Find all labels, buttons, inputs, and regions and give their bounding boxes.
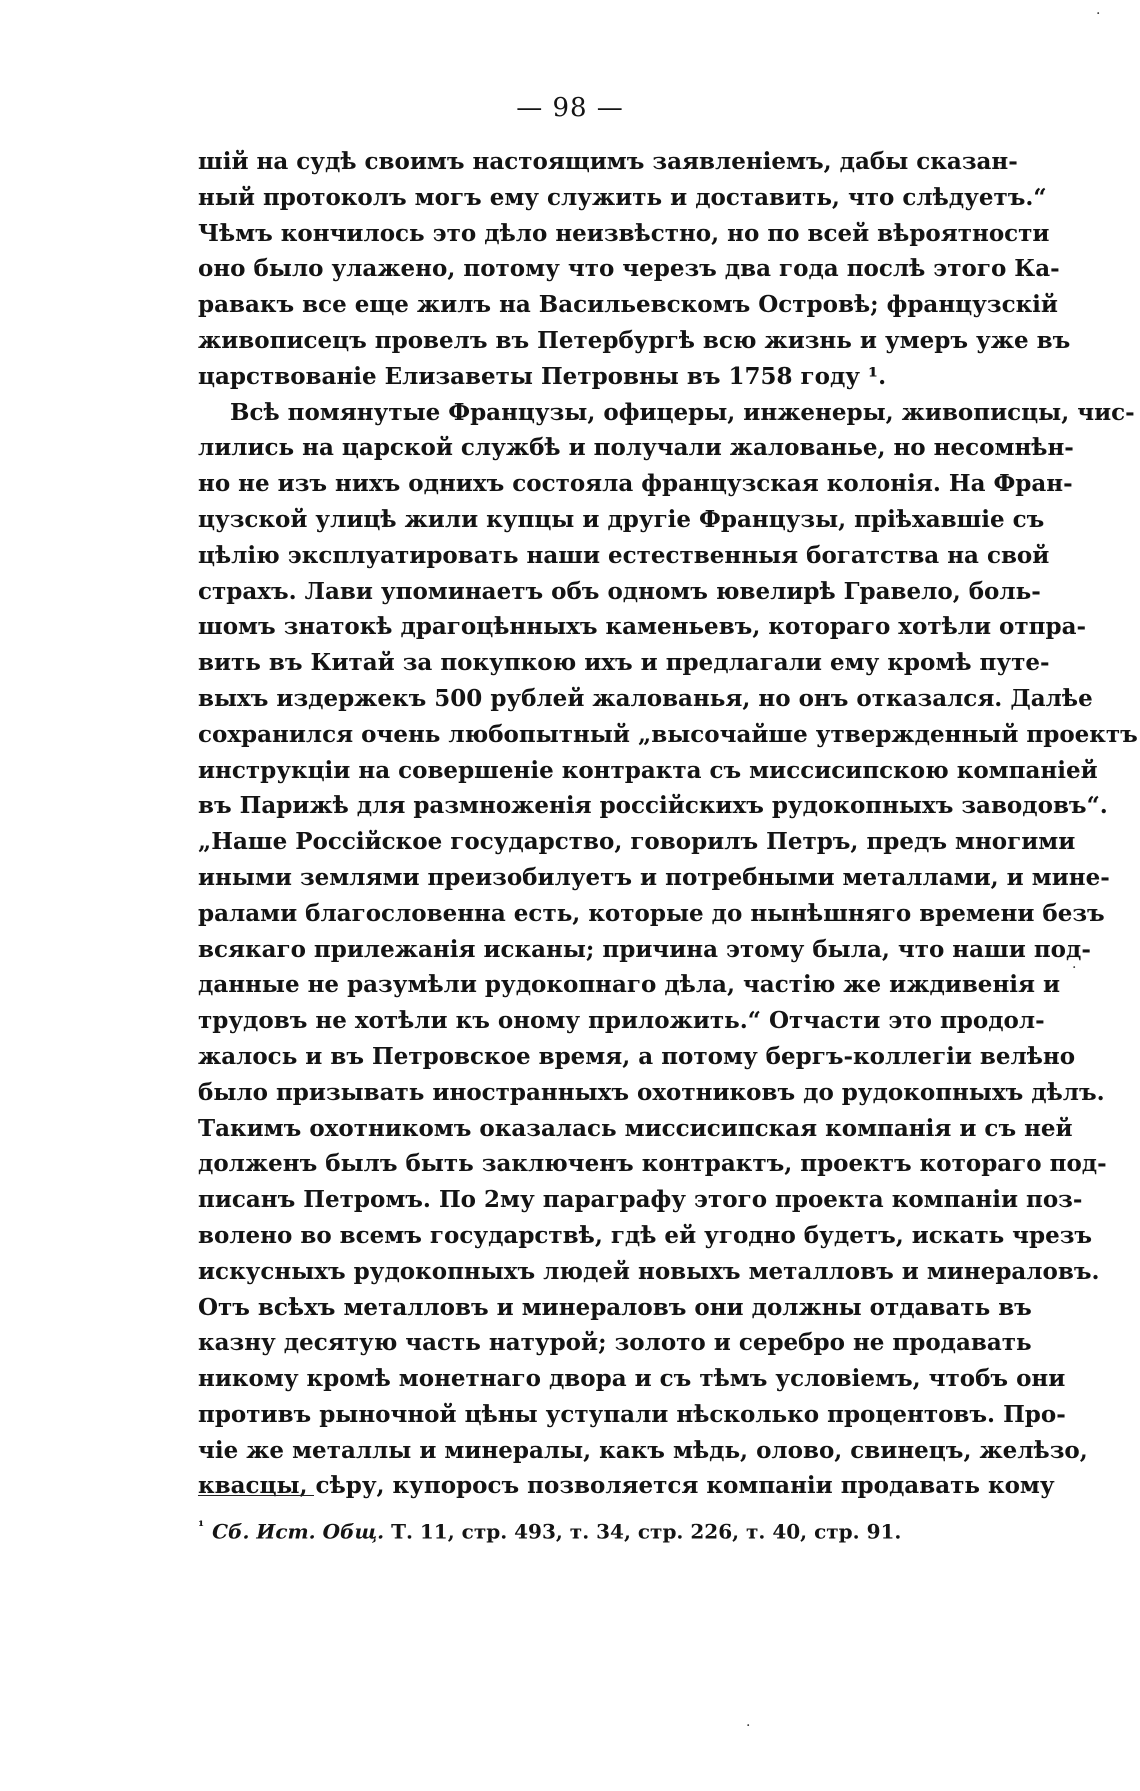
- text-line: волено во всемъ государствѣ, гдѣ ей угодно будетъ, искать чрезъ: [198, 1221, 1093, 1249]
- text-line: выхъ издержекъ 500 рублей жалованья, но онъ отказался. Далѣе: [198, 684, 1093, 712]
- text-line: равакъ все еще жилъ на Васильевскомъ Островѣ; французскій: [198, 291, 1058, 319]
- footnote-source: Сб. Ист. Общ.: [212, 1519, 385, 1544]
- text-line: жалось и въ Петровское время, а потому бергъ-коллегіи велѣно: [198, 1042, 1076, 1070]
- text-line: Чѣмъ кончилось это дѣло неизвѣстно, но по всей вѣроятности: [198, 219, 1050, 247]
- text-line: было призывать иностранныхъ охотниковъ до рудокопныхъ дѣлъ.: [198, 1078, 1105, 1106]
- text-line: писанъ Петромъ. По 2му параграфу этого проекта компаніи поз-: [198, 1186, 1083, 1214]
- text-line: цузской улицѣ жили купцы и другіе Французы, пріѣхавшіе съ: [198, 505, 1045, 533]
- text-line: шомъ знатокѣ драгоцѣнныхъ каменьевъ, котораго хотѣли отпра-: [198, 613, 1087, 641]
- page-number: — 98 —: [516, 93, 624, 123]
- scan-speck: ·: [1096, 6, 1101, 22]
- text-line: шій на судѣ своимъ настоящимъ заявленіемъ, дабы сказан-: [198, 148, 1018, 175]
- text-line: „Наше Россійское государство, говорилъ Петръ, предъ многими: [198, 828, 1076, 856]
- footnote-divider: [198, 1495, 314, 1496]
- text-line: трудовъ не хотѣли къ оному приложить.“ Отчасти это продол-: [198, 1007, 1045, 1035]
- text-line: инструкціи на совершеніе контракта съ миссисипскою компаніей: [198, 756, 1098, 784]
- text-line: оно было улажено, потому что черезъ два года послѣ этого Ка-: [198, 255, 1060, 283]
- scan-speck: ·: [746, 1718, 751, 1734]
- text-line: страхъ. Лави упоминаетъ объ одномъ ювелирѣ Гравело, боль-: [198, 577, 1041, 605]
- text-line: царствованіе Елизаветы Петровны въ 1758 году ¹.: [198, 362, 887, 390]
- text-line: но не изъ нихъ однихъ состояла французская колонія. На Фран-: [198, 470, 1073, 498]
- text-line: чіе же металлы и минералы, какъ мѣдь, олово, свинецъ, желѣзо,: [198, 1436, 1088, 1464]
- text-line: никому кромѣ монетнаго двора и съ тѣмъ условіемъ, чтобъ они: [198, 1365, 1066, 1393]
- text-line: вить въ Китай за покупкою ихъ и предлагали ему кромѣ путе-: [198, 649, 1050, 677]
- text-line: ный протоколъ могъ ему служить и доставить, что слѣдуетъ.“: [198, 183, 1047, 211]
- text-line: Такимъ охотникомъ оказалась миссисипская компанія и съ ней: [198, 1114, 1073, 1142]
- text-line: цѣлію эксплуатировать наши естественныя богатства на свой: [198, 541, 1050, 569]
- text-line: противъ рыночной цѣны уступали нѣсколько процентовъ. Про-: [198, 1400, 1066, 1428]
- text-line: данные не разумѣли рудокопнаго дѣла, частію же иждивенія и: [198, 971, 1061, 999]
- text-line: живописецъ провелъ въ Петербургѣ всю жизнь и умеръ уже въ: [198, 326, 1071, 354]
- text-line: иными землями преизобилуетъ и потребными металлами, и мине-: [198, 863, 1110, 891]
- text-line: сохранился очень любопытный „высочайше утвержденный проектъ: [198, 720, 1138, 748]
- footnote-marker: ¹: [198, 1519, 205, 1535]
- footnote-text: Т. 11, стр. 493, т. 34, стр. 226, т. 40, стр. 91.: [391, 1519, 902, 1544]
- scan-speck: ·: [1072, 960, 1077, 976]
- text-line: искусныхъ рудокопныхъ людей новыхъ металловъ и минераловъ.: [198, 1257, 1100, 1285]
- text-line: долженъ былъ быть заключенъ контрактъ, проектъ котораго под-: [198, 1150, 1107, 1178]
- text-line: всякаго прилежанія исканы; причина этому была, что наши под-: [198, 935, 1091, 963]
- text-line: ралами благословенна есть, которые до нынѣшняго времени безъ: [198, 899, 1105, 927]
- text-line: Всѣ помянутые Французы, офицеры, инженеры, живописцы, чис-: [230, 398, 1135, 426]
- text-line: въ Парижѣ для размноженія россійскихъ рудокопныхъ заводовъ“.: [198, 792, 1108, 820]
- text-line: квасцы, сѣру, купоросъ позволяется компаніи продавать кому: [198, 1472, 1055, 1500]
- text-line: казну десятую часть натурой; золото и серебро не продавать: [198, 1329, 1032, 1357]
- body-text: [198, 144, 1138, 1504]
- footnote: [198, 1512, 990, 1547]
- text-line: лились на царской службѣ и получали жалованье, но несомнѣн-: [198, 434, 1074, 462]
- text-line: Отъ всѣхъ металловъ и минераловъ они должны отдавать въ: [198, 1293, 1032, 1321]
